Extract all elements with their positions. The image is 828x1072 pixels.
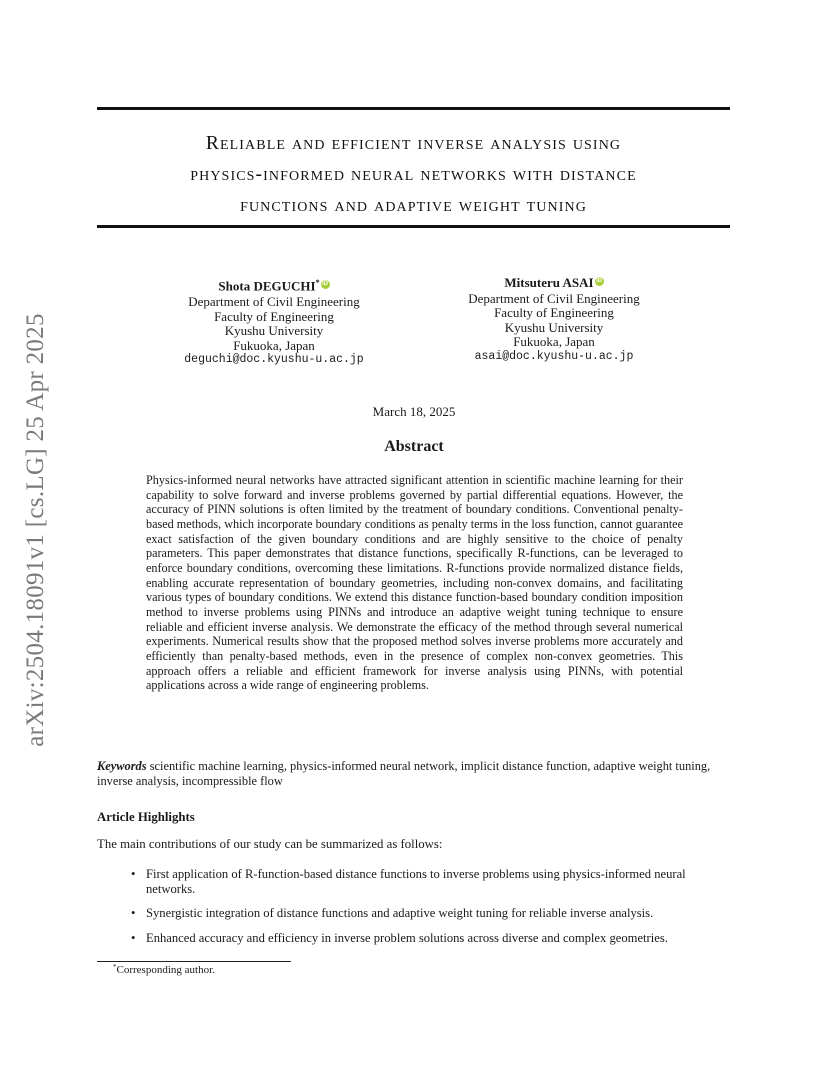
title-line: Reliable and efficient inverse analysis using	[205, 133, 622, 154]
arxiv-identifier: arXiv:2504.18091v1 [cs.LG] 25 Apr 2025	[22, 313, 50, 747]
author-faculty: Faculty of Engineering	[494, 305, 614, 321]
orcid-icon[interactable]: iD	[596, 278, 603, 284]
highlight-item: • Synergistic integration of distance functions and adaptive weight tuning for reliable inverse analysis.	[146, 906, 736, 921]
keywords-section	[97, 759, 730, 788]
author-name: Shota DEGUCHI* iD	[218, 278, 329, 294]
title-top-rule	[97, 107, 730, 110]
footnote-text: Corresponding author.	[116, 964, 215, 976]
title-line: functions and adaptive weight tuning	[240, 195, 587, 216]
author-email[interactable]: deguchi@doc.kyushu-u.ac.jp	[184, 353, 364, 367]
author-location: Fukuoka, Japan	[233, 337, 315, 353]
title-line: physics-informed neural networks with distance	[190, 164, 637, 185]
highlights-list	[146, 867, 736, 955]
title-bottom-rule	[97, 225, 730, 228]
author-dept: Department of Civil Engineering	[468, 290, 640, 306]
footnote-mark: *	[113, 963, 117, 971]
footnote-rule	[97, 961, 291, 962]
author-block-1	[144, 276, 404, 368]
keywords-label: Keywords	[97, 759, 147, 773]
highlight-item: • Enhanced accuracy and efficiency in inverse problem solutions across diverse and complex geometries.	[146, 931, 736, 946]
abstract-text: Physics-informed neural networks have attracted significant attention in scientific machine learning for their capability to solve forward and inverse problems governed by partial differential equations. However, the accuracy of PINN solutions is often limited by the treatment of boundary conditions. Conventional penalty-based methods, which incorporate boundary conditions as penalty terms in the loss function, cannot guarantee exact satisfaction of the given boundary conditions and are highly sensitive to the choice of penalty parameters. This paper demonstrates that distance functions, specifically R-functions, can be leveraged to enforce boundary conditions, overcoming these limitations. R-functions provide normalized distance fields, enabling accurate representation of boundary geometries, including non-convex domains, and facilitating various types of boundary conditions. We extend this distance function-based boundary condition imposition method to inverse problems using PINNs and introduce an adaptive weight tuning technique to ensure reliable and efficient inverse analysis. We demonstrate the efficacy of the method through several numerical experiments. Numerical results show that the proposed method solves inverse problems more accurately and efficiently than penalty-based methods, even in the presence of complex non-convex geometries. This approach offers a reliable and efficient framework for inverse analysis using PINNs, with potential applications across a wide range of engineering problems.	[146, 473, 683, 693]
author-email[interactable]: asai@doc.kyushu-u.ac.jp	[474, 349, 634, 363]
author-location: Fukuoka, Japan	[513, 334, 595, 350]
orcid-icon[interactable]: iD	[322, 281, 329, 288]
arxiv-sidebar	[18, 290, 54, 770]
highlights-intro: The main contributions of our study can be summarized as follows:	[97, 837, 443, 851]
highlights-heading: Article Highlights	[97, 810, 195, 824]
author-dept: Department of Civil Engineering	[188, 293, 360, 309]
paper-title	[97, 128, 730, 221]
author-name: Mitsuteru ASAI iD	[504, 275, 603, 290]
paper-date: March 18, 2025	[372, 404, 456, 419]
author-block-2	[424, 276, 684, 365]
highlight-item: • First application of R-function-based distance functions to inverse problems using physics-informed neural networks.	[146, 867, 736, 896]
author-faculty: Faculty of Engineering	[214, 308, 334, 324]
footnote	[113, 963, 215, 976]
corresponding-mark: *	[315, 278, 320, 287]
keywords-text: scientific machine learning, physics-informed neural network, implicit distance function, adaptive weight tuning, inverse analysis, incompressible flow	[97, 759, 711, 788]
author-university: Kyushu University	[504, 319, 604, 335]
abstract-heading: Abstract	[384, 438, 444, 455]
author-university: Kyushu University	[224, 323, 324, 339]
